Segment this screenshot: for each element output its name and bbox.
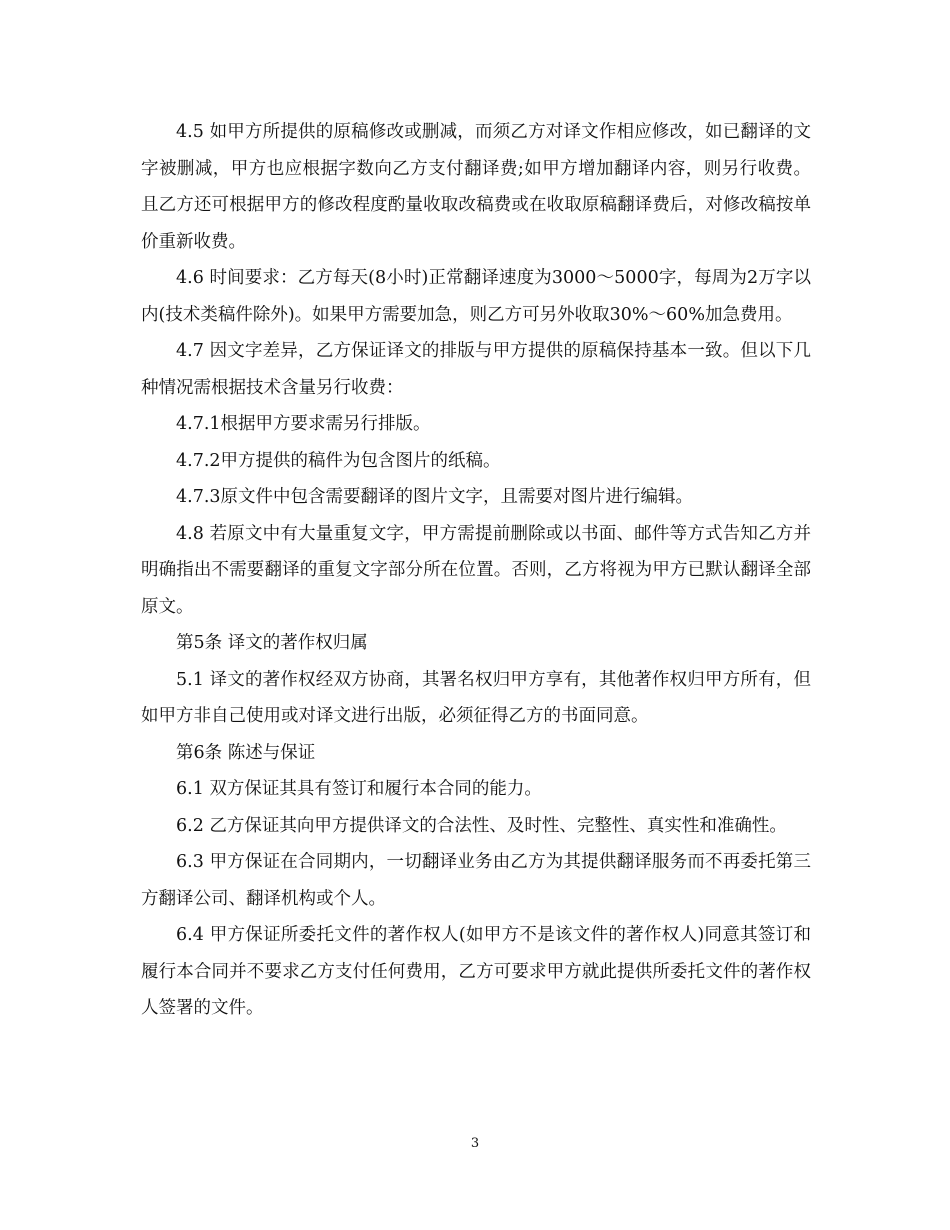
article-6-heading: 第6条 陈述与保证 bbox=[176, 742, 316, 763]
clause-4-7-1: 4.7.1根据甲方要求需另行排版。 bbox=[176, 414, 431, 434]
clause-6-1: 6.1 双方保证其具有签订和履行本合同的能力。 bbox=[176, 779, 542, 799]
clause-4-8: 4.8 若原文中有大量重复文字，甲方需提前删除或以书面、邮件等方式告知乙方并明确指出不需要翻译的重复文字部分所在位置。否则，乙方将视为甲方已默认翻译全部原文。 bbox=[141, 523, 811, 617]
clause-6-3: 6.3 甲方保证在合同期内，一切翻译业务由乙方为其提供翻译服务而不再委托第三方翻译公司、翻译机构或个人。 bbox=[141, 852, 811, 909]
clause-5-1: 5.1 译文的著作权经双方协商，其署名权归甲方享有，其他著作权归甲方所有，但如甲方非自己使用或对译文进行出版，必须征得乙方的书面同意。 bbox=[141, 669, 811, 726]
clause-4-6: 4.6 时间要求：乙方每天(8小时)正常翻译速度为3000～5000字，每周为2万字以内(技术类稿件除外)。如果甲方需要加急，则乙方可另外收取30%～60%加急费用。 bbox=[141, 268, 811, 325]
clause-4-7-2: 4.7.2甲方提供的稿件为包含图片的纸稿。 bbox=[176, 450, 501, 471]
page-number: 3 bbox=[470, 1136, 480, 1151]
clause-4-5: 4.5 如甲方所提供的原稿修改或删减，而须乙方对译文作相应修改，如已翻译的文字被删减，甲方也应根据字数向乙方支付翻译费;如甲方增加翻译内容，则另行收费。且乙方还可根据甲方的修改程度酌量收取改稿费或在收取原稿翻译费后，对修改稿按单价重新收费。 bbox=[141, 122, 811, 252]
clause-4-7: 4.7 因文字差异，乙方保证译文的排版与甲方提供的原稿保持基本一致。但以下几种情况需根据技术含量另行收费： bbox=[141, 341, 811, 398]
document-body bbox=[141, 114, 811, 1027]
clause-4-7-3: 4.7.3原文件中包含需要翻译的图片文字，且需要对图片进行编辑。 bbox=[176, 487, 694, 507]
clause-6-4: 6.4 甲方保证所委托文件的著作权人(如甲方不是该文件的著作权人)同意其签订和履行本合同并不要求乙方支付任何费用，乙方可要求甲方就此提供所委托文件的著作权人签署的文件。 bbox=[141, 925, 811, 1018]
clause-6-2: 6.2 乙方保证其向甲方提供译文的合法性、及时性、完整性、真实性和准确性。 bbox=[176, 815, 787, 836]
article-5-heading: 第5条 译文的著作权归属 bbox=[176, 633, 368, 653]
